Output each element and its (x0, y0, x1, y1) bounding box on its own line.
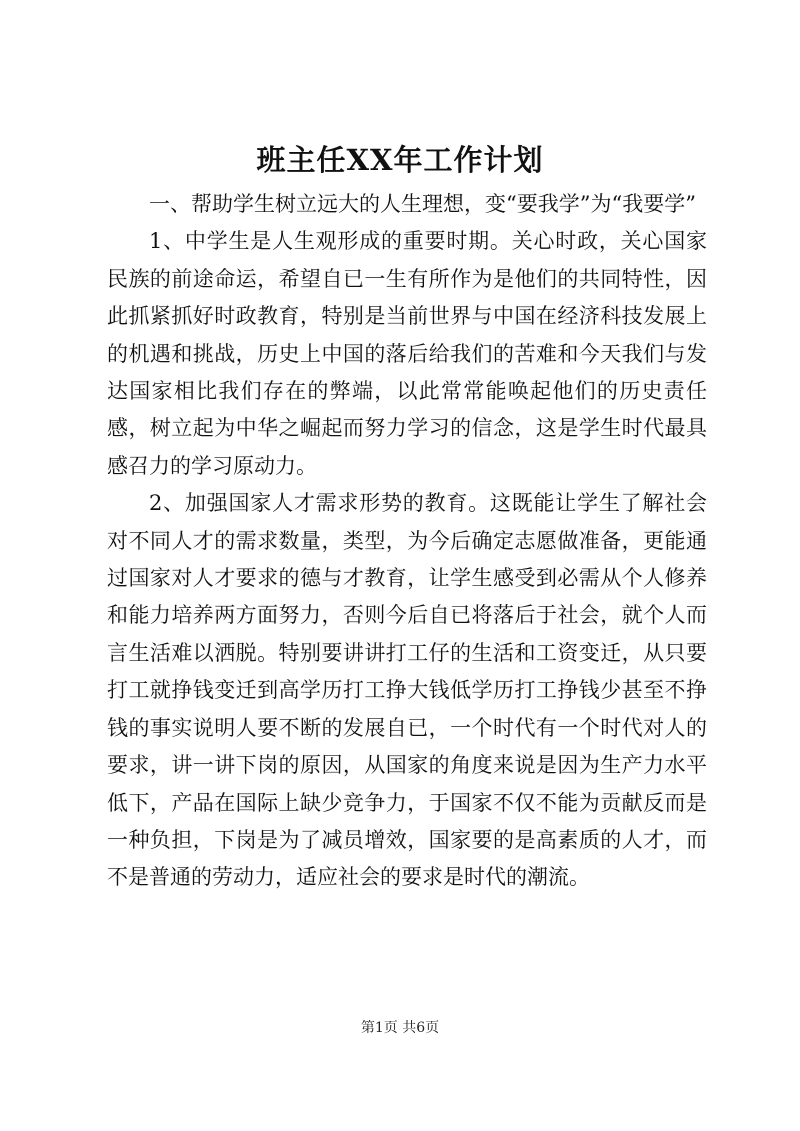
document-body (107, 186, 707, 897)
paragraph-heading-1: 一、帮助学生树立远大的人生理想，变“要我学”为“我要学” (149, 192, 696, 216)
paragraph-1: 1、中学生是人生观形成的重要时期。关心时政，关心国家民族的前途命运，希望自已一生有所作为是他们的共同特性，因此抓紧抓好时政教育，特别是当前世界与中国在经济科技发展上的机遇和挑战，历史上中国的落后给我们的苦难和今天我们与发达国家相比我们存在的弊端，以此常常能唤起他们的历史责任感，树立起为中华之崛起而努力学习的信念，这是学生时代最具感召力的学习原动力。 (107, 229, 707, 478)
paragraph-2: 2、加强国家人才需求形势的教育。这既能让学生了解社会对不同人才的需求数量，类型，为今后确定志愿做准备，更能通过国家对人才要求的德与才教育，让学生感受到必需从个人修养和能力培养两方面努力，否则今后自已将落后于社会，就个人而言生活难以洒脱。特别要讲讲打工仔的生活和工资变迁，从只要打工就挣钱变迁到高学历打工挣大钱低学历打工挣钱少甚至不挣钱的事实说明人要不断的发展自已，一个时代有一个时代对人的要求，讲一讲下岗的原因，从国家的角度来说是因为生产力水平低下，产品在国际上缺少竞争力，于国家不仅不能为贡献反而是一种负担，下岗是为了减员增效，国家要的是高素质的人才，而不是普通的劳动力，适应社会的要求是时代的潮流。 (107, 491, 707, 890)
document-title: 班主任XX年工作计划 (256, 143, 544, 177)
page-number-footer: 第1页 共6页 (360, 1020, 440, 1036)
